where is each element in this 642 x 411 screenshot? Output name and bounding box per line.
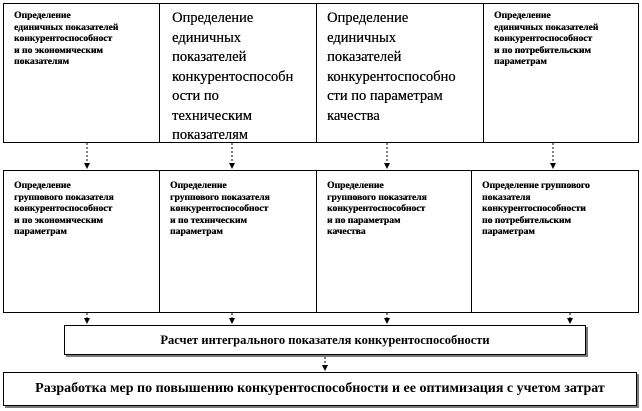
row2-container <box>3 170 639 313</box>
box-group-technical: Определение группового показателя конкурентоспособност и по техническим параметрам <box>170 180 270 238</box>
box-unit-technical: Определение единичных показателей конкурентоспособн ости по техническим показателям <box>172 10 294 143</box>
box-group-quality: Определение группового показателя конкурентоспособност и по параметрам качества <box>327 180 427 238</box>
box-final <box>3 372 637 406</box>
box-unit-quality: Определение единичных показателей конкурентоспособно сти по параметрам качества <box>327 10 456 124</box>
box-unit-economic: Определение единичных показателей конкурентоспособност и по экономическим показателям <box>14 10 119 68</box>
box-group-consumer: Определение группового показателя конкурентоспособности по потребительским параметрам <box>482 180 590 238</box>
box-unit-consumer: Определение единичных показателей конкурентоспособност и по потребительским параметрам <box>494 10 599 68</box>
box-integral <box>64 325 586 355</box>
box-group-economic: Определение группового показателя конкурентоспособност и по экономическим параметрам <box>14 180 114 238</box>
integral-label: Расчет интегрального показателя конкурентоспособности <box>160 332 490 347</box>
row1-container <box>3 3 639 143</box>
final-label: Разработка мер по повышению конкурентоспособности и ее оптимизация с учетом затрат <box>35 381 605 396</box>
